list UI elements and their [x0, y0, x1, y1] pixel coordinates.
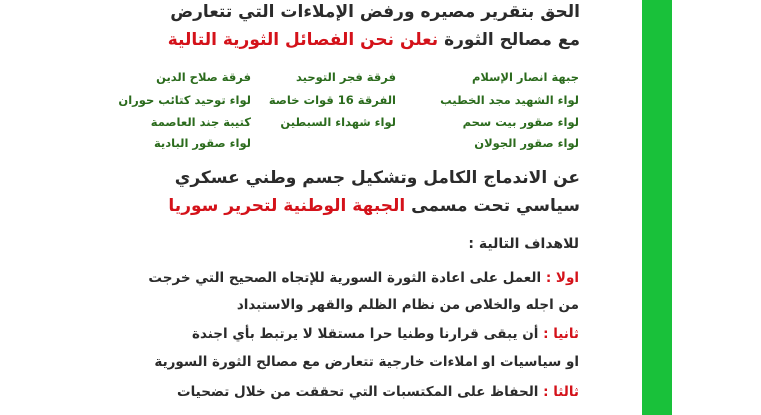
intro-line-1-text: الحق بتقرير مصيره ورفض الإملاءات التي تتعارض	[170, 2, 580, 22]
faction-item: لواء صقور بيت سحم	[462, 115, 579, 129]
faction-item: كتيبة جند العاصمة	[150, 115, 251, 129]
intro-line-2	[100, 30, 580, 50]
merge-line-1-text: عن الاندماج الكامل وتشكيل جسم وطني عسكري	[174, 168, 580, 188]
goal-3-label: ثالثا :	[543, 384, 579, 400]
goal-1-text-1: العمل على اعادة الثورة السورية للإتجاه الصحيح التي خرجت	[148, 270, 542, 286]
goal-2-label: ثانيا :	[543, 326, 579, 342]
goal-2-line-1	[192, 326, 579, 342]
faction-item: فرقة صلاح الدين	[156, 70, 251, 84]
goals-heading: للاهداف التالية :	[468, 236, 579, 252]
goal-3-line-1	[177, 384, 579, 400]
intro-line-1	[100, 2, 580, 22]
faction-item: لواء توحيد كتائب حوران	[118, 93, 251, 107]
faction-item: لواء الشهيد مجد الخطيب	[440, 93, 579, 107]
merge-line-1	[100, 168, 580, 188]
faction-item: جبهة انصار الإسلام	[471, 70, 579, 84]
faction-item: فرقة فجر التوحيد	[296, 70, 396, 84]
faction-item: لواء شهداء السبطين	[280, 115, 396, 129]
merge-line-2	[100, 196, 580, 216]
goal-1-label: اولا :	[545, 270, 579, 286]
goal-2-line-2: او سياسيات او املاءات خارجية تتعارض مع مصالح الثورة السورية	[154, 354, 579, 370]
merge-line-2-highlight: الجبهة الوطنية لتحرير سوريا	[168, 196, 406, 216]
goal-3-text-1: الحفاظ على المكتسبات التي تحققت من خلال تضحيات	[177, 384, 539, 400]
goal-2-text-1: أن يبقى قرارنا وطنيا حرا مستقلا لا يرتبط بأي اجندة	[192, 326, 539, 342]
faction-item: لواء صقور الجولان	[474, 136, 579, 150]
intro-line-2-prefix: مع مصالح الثورة	[444, 30, 580, 50]
goal-1-line-1	[148, 270, 579, 286]
green-side-bar	[642, 0, 672, 415]
faction-item: لواء صقور البادية	[153, 136, 251, 150]
intro-line-2-highlight: نعلن نحن الفصائل الثورية التالية	[167, 30, 439, 50]
goal-1-line-2: من اجله والخلاص من نظام الظلم والقهر والاستبداد	[236, 297, 579, 313]
faction-item: الفرقة 16 قوات خاصة	[268, 93, 396, 107]
merge-line-2-prefix: سياسي تحت مسمى	[411, 196, 580, 216]
